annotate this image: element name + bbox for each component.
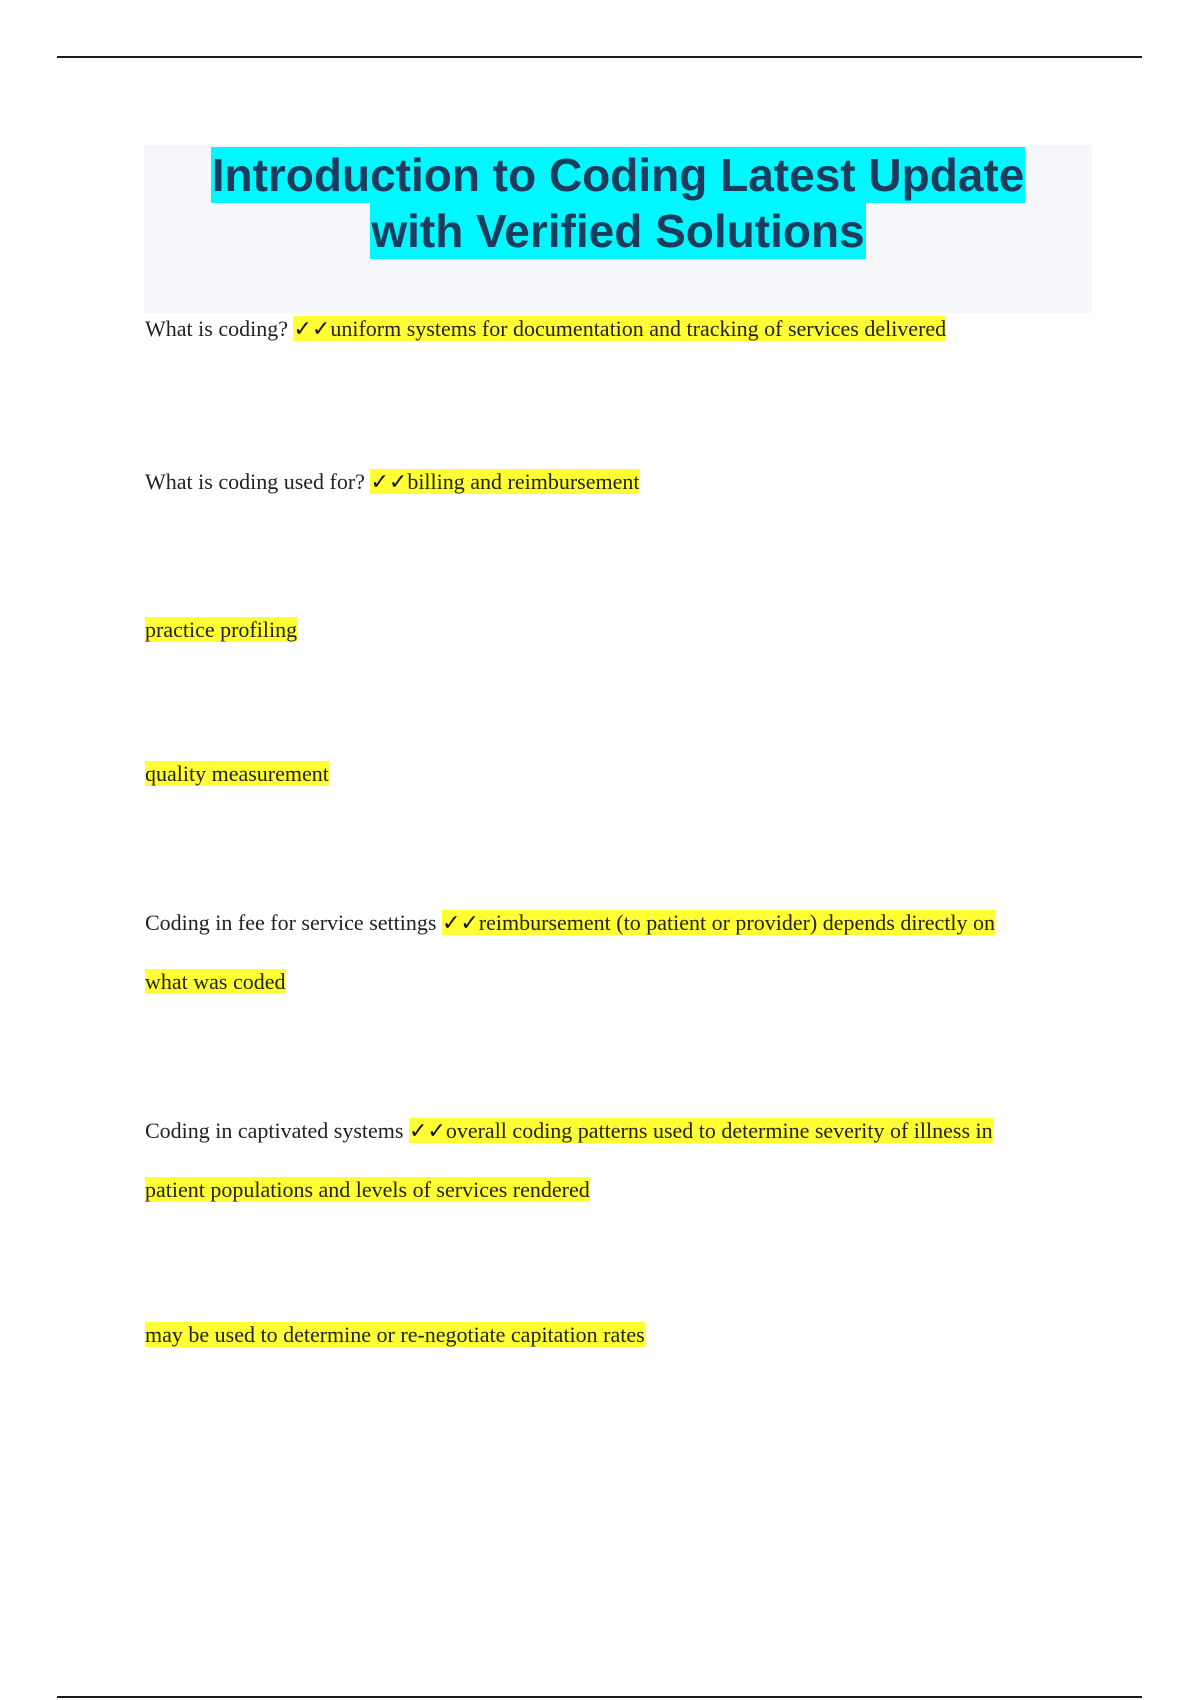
double-check-icon: ✓✓ [408,1119,446,1144]
double-check-icon: ✓✓ [441,911,479,936]
answer-text-line-2: patient populations and levels of services rendered [145,1177,590,1202]
answer-highlight [370,469,639,494]
qa-item-coding-used-for [145,453,1085,512]
qa-item-what-is-coding [145,300,1085,359]
answer-text: billing and reimbursement [407,469,640,494]
document-title-line-2: with Verified Solutions [371,205,865,257]
answer-highlight [293,316,946,341]
double-check-icon: ✓✓ [370,470,408,495]
qa-item-captivated-systems [145,1102,1085,1219]
header-rule [57,56,1142,58]
answer-text: quality measurement [145,761,329,786]
qa-item-fee-for-service [145,894,1085,1011]
document-title-line-1: Introduction to Coding Latest Update [211,149,1025,201]
answer-capitation-rates [145,1306,1085,1364]
footer-rule [57,1696,1142,1698]
answer-text-line-2: what was coded [145,969,286,994]
answer-highlight [442,910,995,935]
answer-text: may be used to determine or re-negotiate capitation rates [145,1322,645,1347]
answer-text-line-1: overall coding patterns used to determine severity of illness in [445,1118,993,1143]
answer-text: uniform systems for documentation and tracking of services delivered [330,316,947,341]
question-text: Coding in fee for service settings [145,910,437,935]
answer-highlight [409,1118,993,1143]
question-text: Coding in captivated systems [145,1118,404,1143]
answer-practice-profiling [145,601,1085,659]
document-title-block [144,145,1092,313]
question-text: What is coding used for? [145,469,365,494]
answer-text-line-1: reimbursement (to patient or provider) depends directly on [478,910,996,935]
answer-text: practice profiling [145,617,298,642]
double-check-icon: ✓✓ [293,317,331,342]
question-text: What is coding? [145,316,288,341]
answer-quality-measurement [145,745,1085,803]
